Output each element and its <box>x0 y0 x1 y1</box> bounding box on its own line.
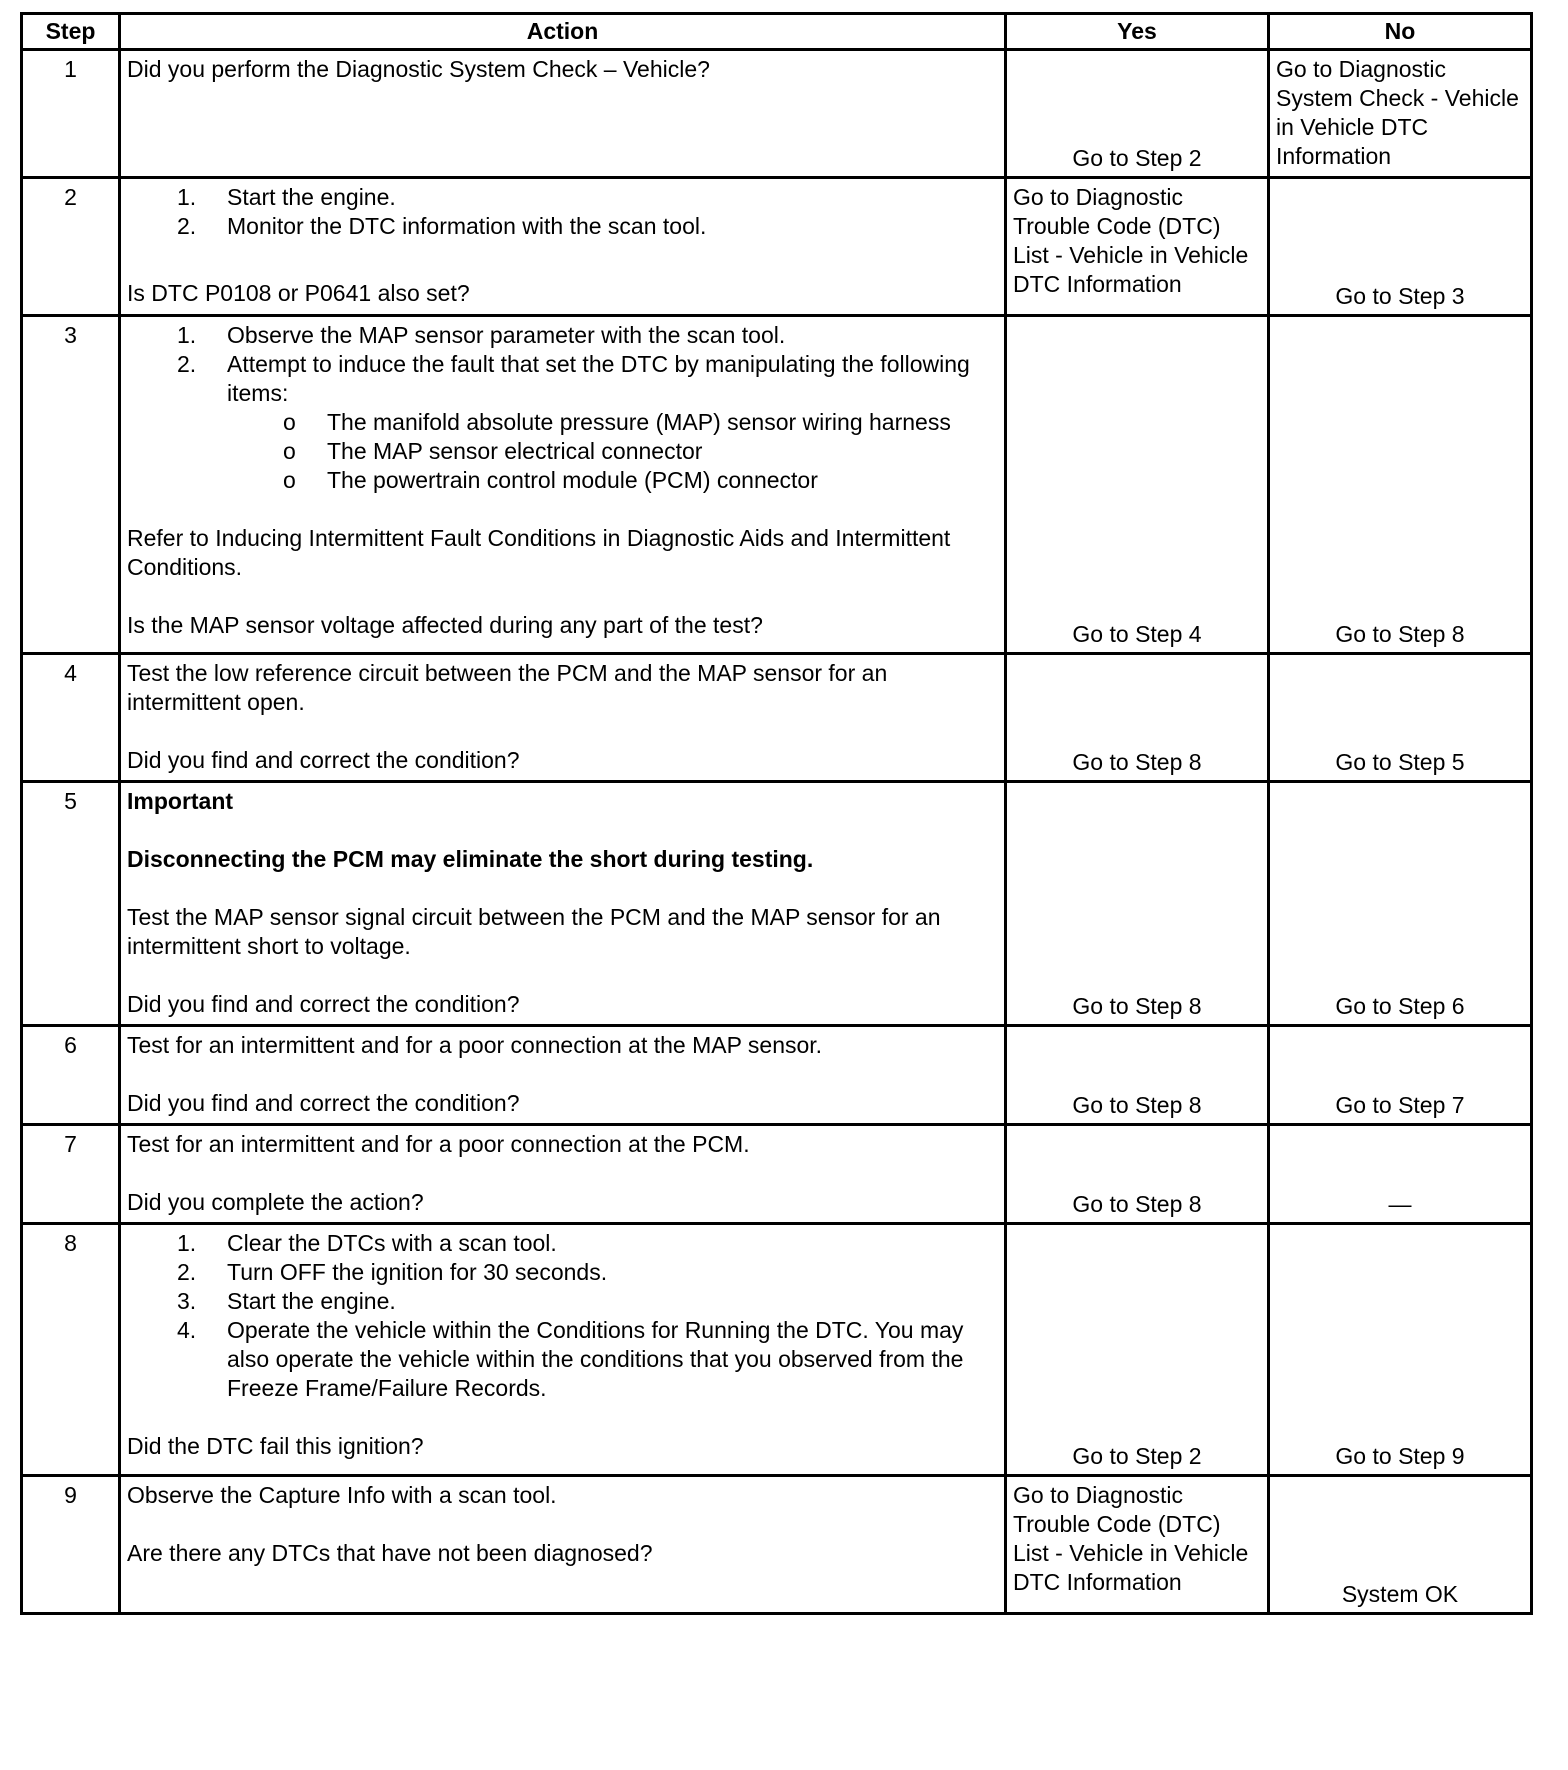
no-cell <box>1269 50 1532 178</box>
step-number: 5 <box>22 782 120 1026</box>
action-cell <box>120 316 1006 654</box>
table-row <box>22 654 1532 782</box>
sub-list-item: o The manifold absolute pressure (MAP) sensor wiring harness <box>283 409 951 435</box>
no-text: Go to Step 9 <box>1335 1443 1465 1469</box>
question-text: Are there any DTCs that have not been diagnosed? <box>127 1540 653 1566</box>
question-text: Did you find and correct the condition? <box>127 1090 520 1116</box>
question-text: Did the DTC fail this ignition? <box>127 1433 424 1459</box>
table-row <box>22 316 1532 654</box>
sub-list <box>127 408 998 495</box>
step-number: 1 <box>22 50 120 178</box>
step-number: 2 <box>22 178 120 316</box>
table-row <box>22 50 1532 178</box>
no-cell <box>1269 316 1532 654</box>
yes-cell <box>1006 1476 1269 1614</box>
table-row <box>22 1224 1532 1476</box>
important-note: Disconnecting the PCM may eliminate the short during testing. <box>127 846 814 872</box>
step-number: 9 <box>22 1476 120 1614</box>
list-item: 4. Operate the vehicle within the Conditions for Running the DTC. You may also operate the vehicle within the conditions that you observed from the Freeze Frame/Failure Records. <box>177 1317 964 1401</box>
table-row <box>22 782 1532 1026</box>
reference-text: Refer to Inducing Intermittent Fault Conditions in Diagnostic Aids and Intermittent Conditions. <box>127 525 951 580</box>
yes-text: Go to Step 2 <box>1072 1443 1202 1469</box>
yes-text: Go to Step 2 <box>1072 145 1202 171</box>
yes-cell <box>1006 654 1269 782</box>
yes-text: Go to Step 8 <box>1072 1092 1202 1118</box>
numbered-list <box>127 183 998 241</box>
no-text: Go to Step 8 <box>1335 621 1465 647</box>
yes-cell <box>1006 50 1269 178</box>
yes-cell <box>1006 316 1269 654</box>
header-step: Step <box>22 14 120 50</box>
no-text: Go to Step 3 <box>1335 283 1465 309</box>
yes-cell <box>1006 1125 1269 1224</box>
no-text: Go to Step 6 <box>1335 993 1465 1019</box>
question-text: Did you find and correct the condition? <box>127 747 520 773</box>
list-item: 2. Monitor the DTC information with the scan tool. <box>177 213 707 239</box>
yes-text: Go to Diagnostic Trouble Code (DTC) List - Vehicle in Vehicle DTC Information <box>1013 1482 1249 1595</box>
no-cell <box>1269 1125 1532 1224</box>
no-cell <box>1269 654 1532 782</box>
action-text: Test for an intermittent and for a poor connection at the MAP sensor. <box>127 1032 823 1058</box>
numbered-list <box>127 321 998 408</box>
action-cell <box>120 654 1006 782</box>
no-text: — <box>1388 1191 1412 1217</box>
step-number: 3 <box>22 316 120 654</box>
table-row <box>22 178 1532 316</box>
action-text: Observe the Capture Info with a scan tool. <box>127 1482 557 1508</box>
list-item: 1. Clear the DTCs with a scan tool. <box>177 1230 557 1256</box>
yes-text: Go to Step 8 <box>1072 749 1202 775</box>
sub-list-item: o The MAP sensor electrical connector <box>283 438 703 464</box>
question-text: Is DTC P0108 or P0641 also set? <box>127 280 470 306</box>
no-cell <box>1269 1476 1532 1614</box>
important-label: Important <box>127 788 234 814</box>
action-cell <box>120 1026 1006 1125</box>
action-cell <box>120 50 1006 178</box>
list-item: 2. Turn OFF the ignition for 30 seconds. <box>177 1259 608 1285</box>
action-text: Test the low reference circuit between the PCM and the MAP sensor for an intermittent open. <box>127 660 888 715</box>
list-item: 1. Start the engine. <box>177 184 396 210</box>
numbered-list <box>127 1229 998 1403</box>
table-row <box>22 1026 1532 1125</box>
yes-text: Go to Step 8 <box>1072 1191 1202 1217</box>
step-number: 7 <box>22 1125 120 1224</box>
yes-text: Go to Step 4 <box>1072 621 1202 647</box>
action-text: Test the MAP sensor signal circuit between the PCM and the MAP sensor for an intermittent short to voltage. <box>127 904 941 959</box>
no-text: Go to Step 7 <box>1335 1092 1465 1118</box>
yes-cell <box>1006 1224 1269 1476</box>
no-text: System OK <box>1341 1581 1459 1607</box>
question-text: Did you find and correct the condition? <box>127 991 520 1017</box>
no-cell <box>1269 178 1532 316</box>
table-row <box>22 1476 1532 1614</box>
yes-cell <box>1006 782 1269 1026</box>
no-cell <box>1269 1026 1532 1125</box>
action-cell <box>120 1224 1006 1476</box>
step-number: 6 <box>22 1026 120 1125</box>
yes-cell <box>1006 178 1269 316</box>
no-cell <box>1269 782 1532 1026</box>
action-cell <box>120 1476 1006 1614</box>
header-yes: Yes <box>1006 14 1269 50</box>
action-cell <box>120 1125 1006 1224</box>
table-row <box>22 1125 1532 1224</box>
header-no: No <box>1269 14 1532 50</box>
question-text: Is the MAP sensor voltage affected during any part of the test? <box>127 612 763 638</box>
sub-list-item: o The powertrain control module (PCM) connector <box>283 467 818 493</box>
no-cell <box>1269 1224 1532 1476</box>
list-item: 2. Attempt to induce the fault that set the DTC by manipulating the following items: <box>177 351 970 406</box>
no-text: Go to Diagnostic System Check - Vehicle in Vehicle DTC Information <box>1276 56 1519 169</box>
no-text: Go to Step 5 <box>1335 749 1465 775</box>
action-cell <box>120 782 1006 1026</box>
diagnostic-table <box>20 12 1533 1615</box>
header-action: Action <box>120 14 1006 50</box>
yes-text: Go to Diagnostic Trouble Code (DTC) List - Vehicle in Vehicle DTC Information <box>1013 184 1249 297</box>
yes-text: Go to Step 8 <box>1072 993 1202 1019</box>
action-cell <box>120 178 1006 316</box>
list-item: 3. Start the engine. <box>177 1288 396 1314</box>
header-row <box>22 14 1532 50</box>
step-number: 8 <box>22 1224 120 1476</box>
action-text: Test for an intermittent and for a poor connection at the PCM. <box>127 1131 750 1157</box>
list-item: 1. Observe the MAP sensor parameter with the scan tool. <box>177 322 786 348</box>
yes-cell <box>1006 1026 1269 1125</box>
question-text: Did you complete the action? <box>127 1189 424 1215</box>
step-number: 4 <box>22 654 120 782</box>
action-text: Did you perform the Diagnostic System Check – Vehicle? <box>127 56 710 82</box>
